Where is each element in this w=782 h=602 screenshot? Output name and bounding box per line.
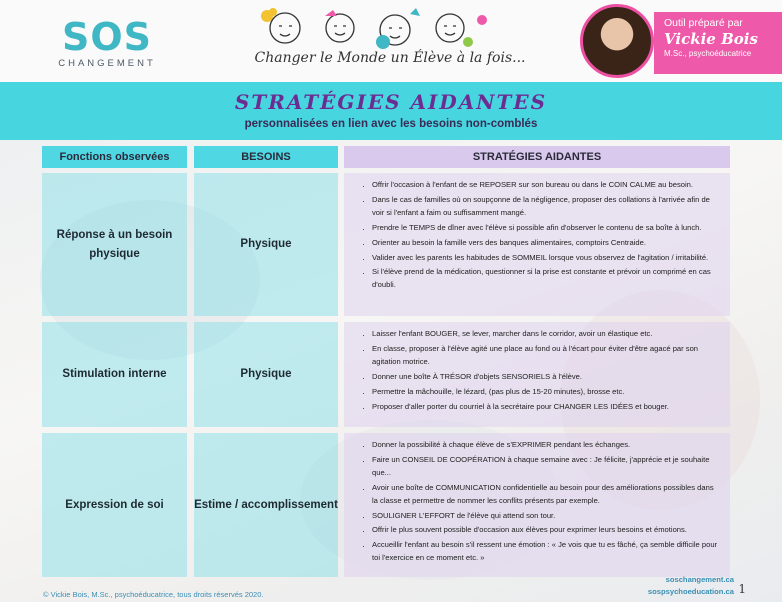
strategy-item: • Faire un CONSEIL DE COOPÉRATION à chaque semaine avec : Je félicite, j'apprécie et je souhaite que...	[372, 454, 720, 480]
row3-strategies	[344, 433, 730, 577]
author-photo	[580, 4, 654, 78]
author-name: Vickie Bois	[664, 30, 758, 48]
logo-subtitle: CHANGEMENT	[58, 58, 156, 69]
strategy-item: • Avoir une boîte de COMMUNICATION confidentielle au besoin pour des améliorations possibles dans la classe et permettre de nommer les conflits présents par exemple.	[372, 482, 720, 508]
children-drawing-illustration	[225, 6, 555, 78]
strategy-item: • Laisser l'enfant BOUGER, se lever, marcher dans le corridor, avoir un élastique etc.	[372, 328, 720, 341]
header-fonctions: Fonctions observées	[42, 146, 187, 168]
copyright-footer: © Vickie Bois, M.Sc., psychoéducatrice, tous droits réservés 2020.	[43, 590, 264, 599]
strategy-item: • Proposer d'aller porter du courriel à la secrétaire pour CHANGER LES IDÉES et bouger.	[372, 401, 720, 414]
strategy-item: • Dans le cas de familles où on soupçonne de la négligence, proposer des collations à l'arrivée afin de voir si l'enfant a faim ou suffisamment mangé.	[372, 194, 720, 220]
sospsychoeducation-link[interactable]: sospsychoeducation.ca	[647, 587, 734, 596]
row1-strategies	[344, 173, 730, 316]
strategy-item: • Si l'élève prend de la médication, questionner si la prise est constante et prévoir un comprimé en cas d'oubli.	[372, 266, 720, 292]
row3-fonction: Expression de soi	[42, 433, 187, 577]
tagline: Changer le Monde un Élève à la fois...	[254, 50, 526, 66]
page-title: STRATÉGIES AIDANTES	[234, 90, 548, 114]
logo-brand: SOS	[61, 15, 153, 59]
author-label	[654, 12, 782, 74]
row3-besoin: Estime / accomplissement	[194, 433, 338, 577]
author-credentials: M.Sc., psychoéducatrice	[664, 49, 752, 58]
header-strategies: STRATÉGIES AIDANTES	[344, 146, 730, 168]
strategy-item: • Offrir l'occasion à l'enfant de se REPOSER sur son bureau ou dans le COIN CALME au besoin.	[372, 179, 720, 192]
strategy-item: • Accueillir l'enfant au besoin s'il ressent une émotion : « Je vois que tu es fâché, ça semble difficile pour toi l'exercice en ce moment etc. »	[372, 539, 720, 565]
row2-strategies	[344, 322, 730, 427]
row2-fonction: Stimulation interne	[42, 322, 187, 427]
soschangement-link[interactable]: soschangement.ca	[665, 575, 734, 584]
strategy-item: • Donner la possibilité à chaque élève de s'EXPRIMER pendant les échanges.	[372, 439, 720, 452]
strategy-item: • Valider avec les parents les habitudes de SOMMEIL lorsque vous observez de l'agitation / irritabilité.	[372, 252, 720, 265]
sos-changement-logo	[52, 15, 162, 69]
strategy-item: • Donner une boîte À TRÉSOR d'objets SENSORIELS à l'élève.	[372, 371, 720, 384]
page-subtitle: personnalisées en lien avec les besoins non-comblés	[244, 118, 538, 130]
header-besoins: BESOINS	[194, 146, 338, 168]
strategy-item: • SOULIGNER L'EFFORT de l'élève qui attend son tour.	[372, 510, 720, 523]
row1-fonction: Réponse à un besoin physique	[42, 173, 187, 316]
strategy-item: • Offrir le plus souvent possible d'occasion aux élèves pour exprimer leurs besoins et émotions.	[372, 524, 720, 537]
strategy-item: • Prendre le TEMPS de dîner avec l'élève si possible afin d'observer le contenu de sa boîte à lunch.	[372, 222, 720, 235]
page-number: 1	[738, 582, 746, 596]
strategy-item: • Orienter au besoin la famille vers des banques alimentaires, comptoirs Centraide.	[372, 237, 720, 250]
row1-besoin: Physique	[194, 173, 338, 316]
footer-links	[648, 574, 734, 598]
row2-besoin: Physique	[194, 322, 338, 427]
strategy-item: • Permettre la mâchouille, le lézard, (pas plus de 15-20 minutes), brosse etc.	[372, 386, 720, 399]
prepared-by: Outil préparé par	[664, 17, 743, 29]
title-banner	[0, 82, 782, 140]
author-card	[578, 4, 782, 80]
strategy-item: • En classe, proposer à l'élève agité une place au fond ou à l'écart pour éviter d'être agacé par son agitation motrice.	[372, 343, 720, 369]
